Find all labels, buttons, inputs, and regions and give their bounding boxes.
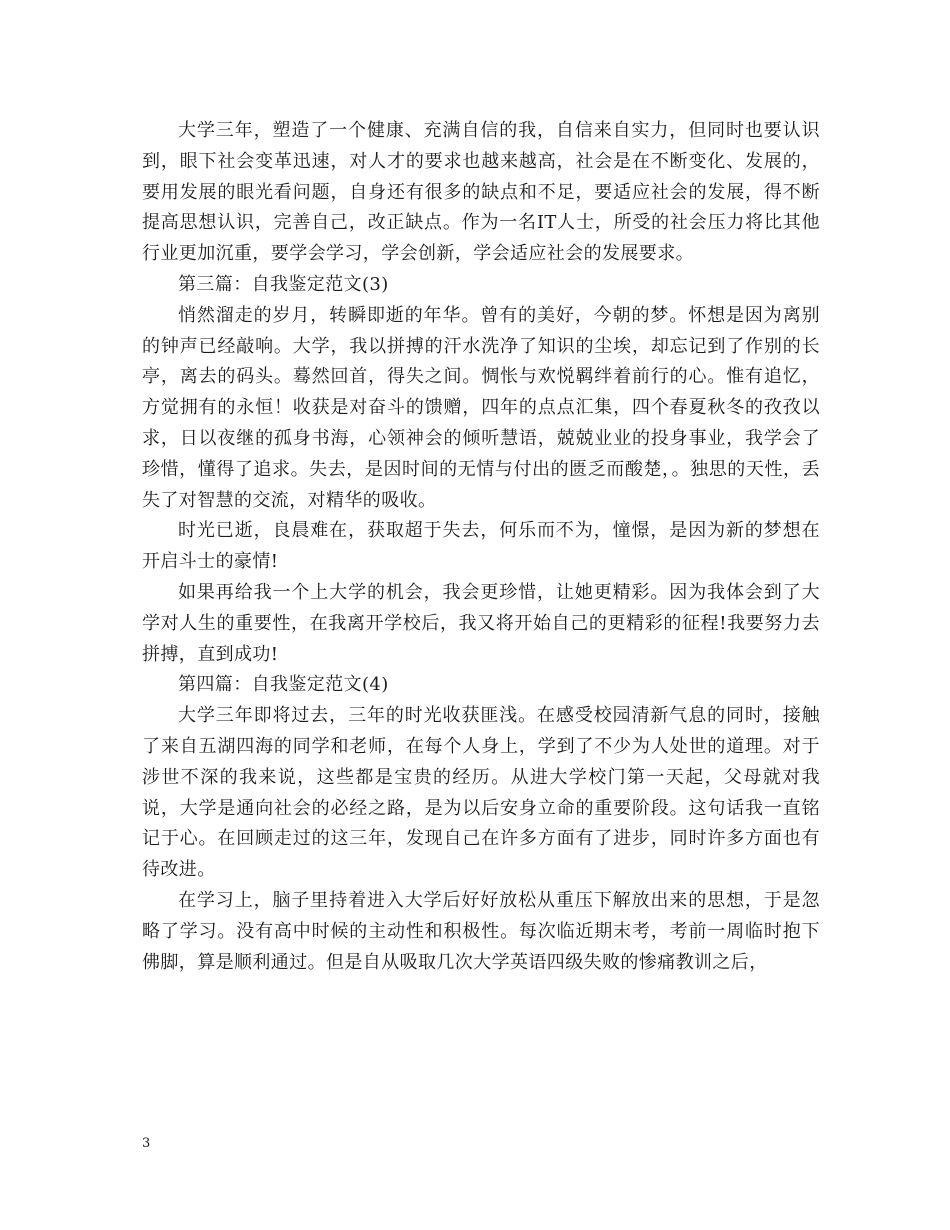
section-heading-3: 第三篇：自我鉴定范文(3) [178,273,389,295]
section-heading-4: 第四篇：自我鉴定范文(4) [178,674,389,696]
paragraph-3-3: 如果再给我一个上大学的机会，我会更珍惜，让她更精彩。因为我体会到了大学对人生的重要性，在我离开学校后，我又将开始自己的更精彩的征程!我要努力去拼搏，直到成功! [142,581,820,665]
paragraph-4-1: 大学三年即将过去，三年的时光收获匪浅。在感受校园清新气息的同时，接触了来自五湖四海的同学和老师，在每个人身上，学到了不少为人处世的道理。对于涉世不深的我来说，这些都是宝贵的经历。从进大学校门第一天起，父母就对我说，大学是通向社会的必经之路，是为以后安身立命的重要阶段。这句话我一直铭记于心。在回顾走过的这三年，发现自己在许多方面有了进步，同时许多方面也有待改进。 [142,705,820,881]
document-body [142,116,820,978]
paragraph-3-2: 时光已逝，良晨难在，获取超于失去，何乐而不为，憧憬，是因为新的梦想在开启斗士的豪情! [142,520,820,573]
paragraph-intro: 大学三年，塑造了一个健康、充满自信的我，自信来自实力，但同时也要认识到，眼下社会变革迅速，对人才的要求也越来越高，社会是在不断变化、发展的，要用发展的眼光看问题，自身还有很多的缺点和不足，要适应社会的发展，得不断提高思想认识，完善自己，改正缺点。作为一名IT人士，所受的社会压力将比其他行业更加沉重，要学会学习，学会创新，学会适应社会的发展要求。 [142,120,820,265]
page-number: 3 [142,1136,151,1151]
paragraph-3-1: 悄然溜走的岁月，转瞬即逝的年华。曾有的美好，今朝的梦。怀想是因为离别的钟声已经敲响。大学，我以拼搏的汗水洗净了知识的尘埃，却忘记到了作别的长亭，离去的码头。蓦然回首，得失之间。惆怅与欢悦羁绊着前行的心。惟有追忆，方觉拥有的永恒！收获是对奋斗的馈赠，四年的点点汇集，四个春夏秋冬的孜孜以求，日以夜继的孤身书海，心领神会的倾听慧语，兢兢业业的投身事业，我学会了珍惜，懂得了追求。失去，是因时间的无情与付出的匮乏而酸楚，。独思的天性，丢失了对智慧的交流，对精华的吸收。 [142,304,820,511]
paragraph-4-2: 在学习上，脑子里持着进入大学后好好放松从重压下解放出来的思想，于是忽略了学习。没有高中时候的主动性和积极性。每次临近期末考，考前一周临时抱下佛脚，算是顺利通过。但是自从吸取几次大学英语四级失败的惨痛教训之后， [142,889,820,973]
